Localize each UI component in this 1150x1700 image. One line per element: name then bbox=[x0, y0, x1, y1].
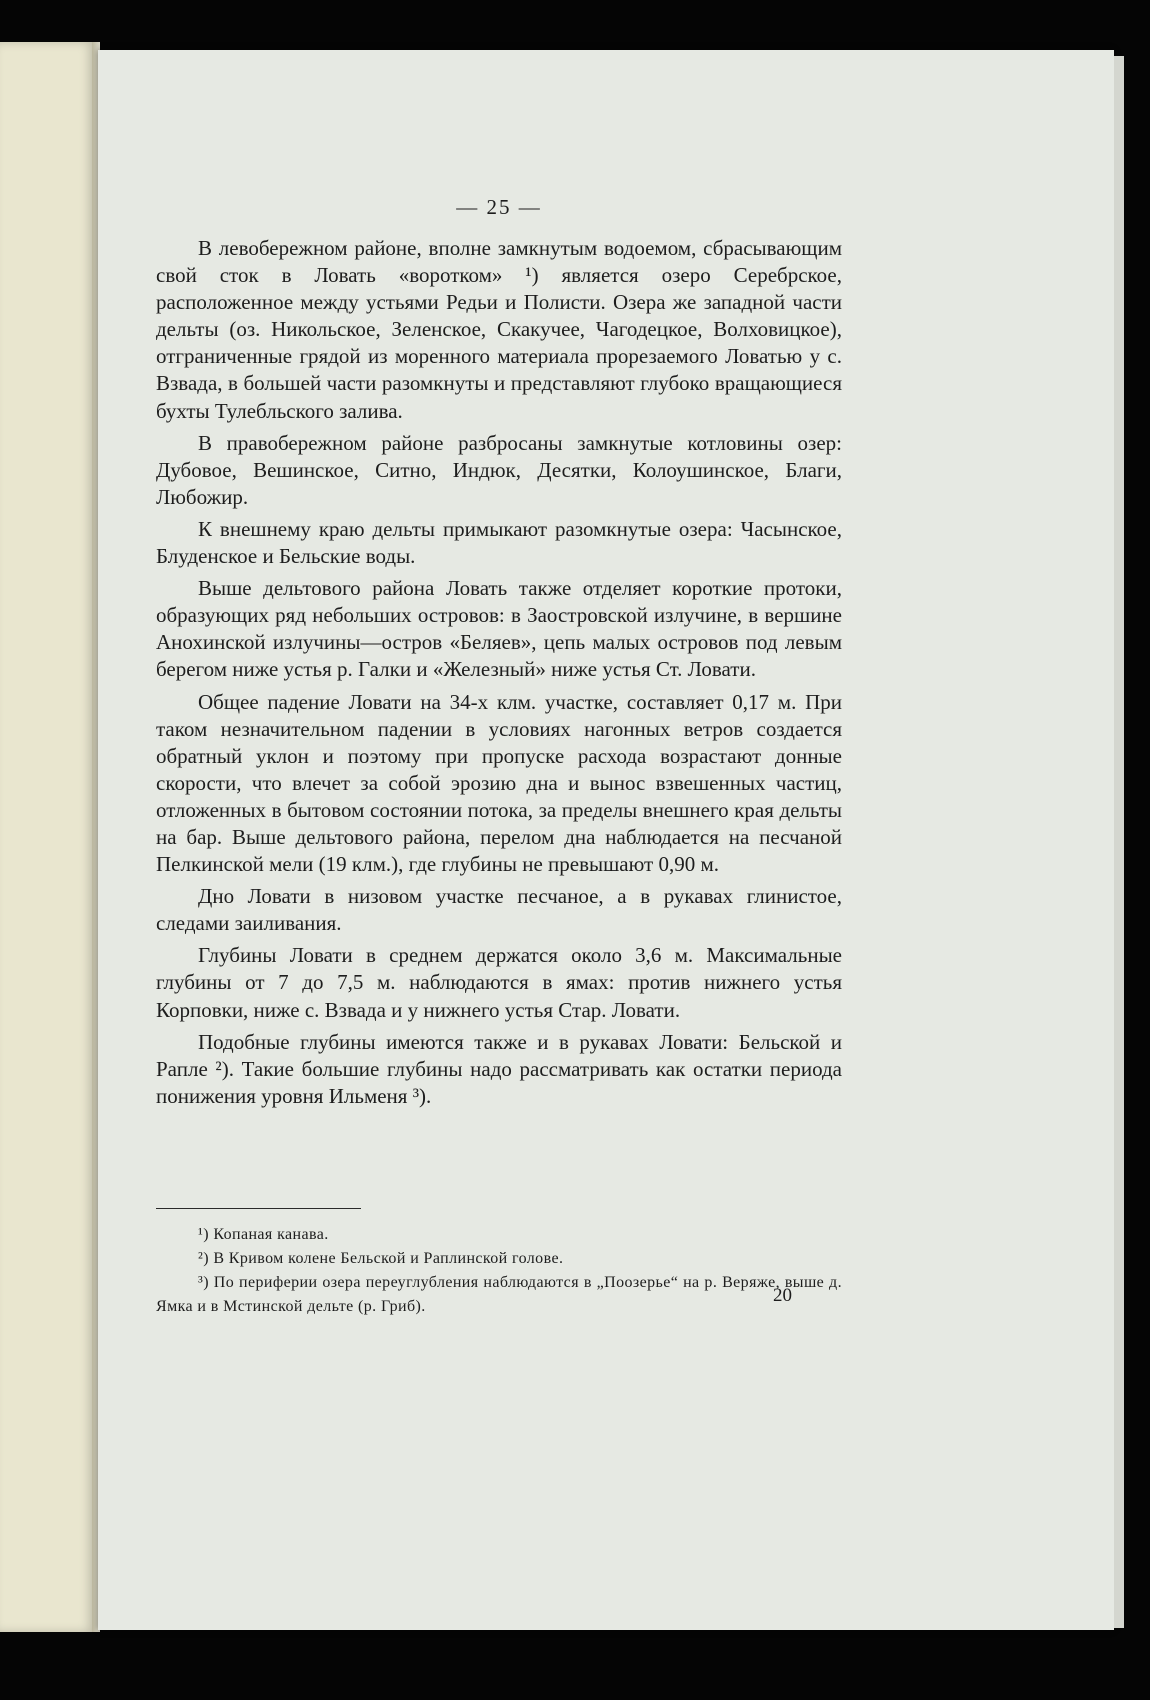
facing-page-edge bbox=[0, 42, 95, 1632]
footnote: ³) По периферии озера переуглубления наблюдаются в „Поозерье“ на р. Веряже, выше д. Ямка и в Мстинской дельте (р. Гриб). bbox=[156, 1274, 842, 1315]
paragraph: В правобережном районе разбросаны замкнутые котловины озер: Дубовое, Вешинское, Ситно, Индюк, Десятки, Колоушинское, Благи, Любожир. bbox=[156, 430, 842, 509]
body-text bbox=[156, 235, 842, 1115]
paragraph: Глубины Ловати в среднем держатся около 3,6 м. Максимальные глубины от 7 до 7,5 м. наблюдаются в ямах: против нижнего устья Корповки, ниже с. Взвада и у нижнего устья Стар. Ловати. bbox=[156, 943, 842, 1022]
footnote: ¹) Копаная канава. bbox=[198, 1226, 329, 1243]
signature-mark: 20 bbox=[773, 1285, 792, 1306]
page-number: — 25 — bbox=[456, 195, 542, 219]
paragraph: Общее падение Ловати на 34-х клм. участке, составляет 0,17 м. При таком незначительном падении в условиях нагонных ветров создается обратный уклон и поэтому при пропуске расхода возрастают донные скорости, что влечет за собой эрозию дна и вынос взвешенных частиц, отложенных в бытовом состоянии потока, за пределы внешнего края дельты на бар. Выше дельтового района, перелом дна наблюдается на песчаной Пелкинской мели (19 клм.), где глубины не превышают 0,90 м. bbox=[156, 689, 842, 877]
document-page bbox=[98, 50, 1114, 1630]
paragraph: Подобные глубины имеются также и в рукавах Ловати: Бельской и Рапле ²). Такие большие глубины надо рассматривать как остатки периода понижения уровня Ильменя ³). bbox=[156, 1029, 842, 1108]
paragraph: Выше дельтового района Ловать также отделяет короткие протоки, образующих ряд небольших островов: в Заостровской излучине, в вершине Анохинской излучины—остров «Беляев», цепь малых островов под левым берегом ниже устья р. Галки и «Железный» ниже устья Ст. Ловати. bbox=[156, 576, 842, 682]
footnote: ²) В Кривом колене Бельской и Раплинской голове. bbox=[198, 1250, 564, 1267]
paragraph: В левобережном районе, вполне замкнутым водоемом, сбрасывающим свой сток в Ловать «воротком» ¹) является озеро Серебрское, расположенное между устьями Редьи и Полисти. Озера же западной части дельты (оз. Никольское, Зеленское, Скакучее, Чагодецкое, Волховицкое), отграниченные грядой из моренного материала прорезаемого Ловатью у с. Взвада, в большей части разомкнуты и представляют глубоко вращающиеся бухты Тулебльского залива. bbox=[156, 236, 842, 423]
paragraph: Дно Ловати в низовом участке песчаное, а в рукавах глинистое, следами заиливания. bbox=[156, 884, 842, 936]
paragraph: К внешнему краю дельты примыкают разомкнутые озера: Часынское, Блуденское и Бельские воды. bbox=[156, 516, 842, 569]
footnote-divider bbox=[156, 1208, 361, 1209]
footnotes bbox=[156, 1223, 842, 1319]
